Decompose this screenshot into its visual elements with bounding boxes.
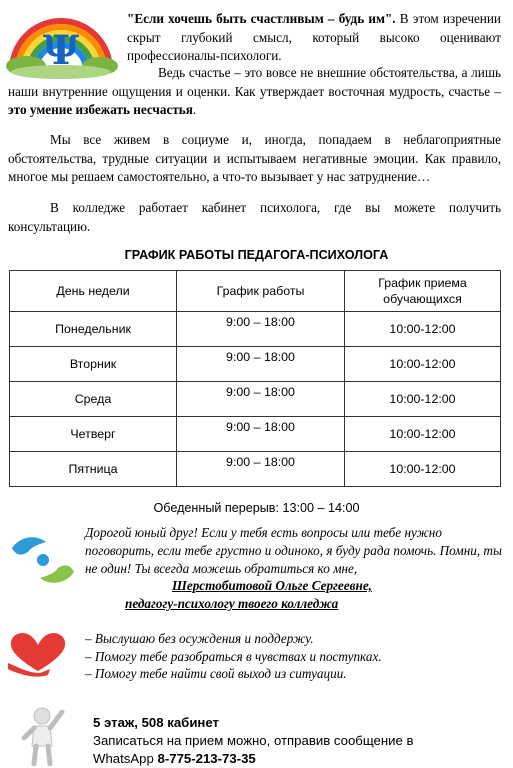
work-hours: 9:00 – 18:00 bbox=[226, 420, 295, 434]
work-hours: 9:00 – 18:00 bbox=[226, 315, 295, 329]
cell-reception: 10:00-12:00 bbox=[345, 312, 501, 347]
schedule-table bbox=[9, 270, 501, 487]
p2-bold-text: это умение избежать несчастья bbox=[8, 102, 193, 118]
cell-day: Пятница bbox=[10, 452, 177, 487]
cell-day: Вторник bbox=[10, 347, 177, 382]
cell-work bbox=[177, 382, 345, 417]
table-row bbox=[10, 382, 501, 417]
cell-work bbox=[177, 347, 345, 382]
intro-paragraph-2 bbox=[8, 64, 501, 120]
caring-hands-icon bbox=[6, 530, 80, 590]
phone-number: 8-775-213-73-35 bbox=[157, 750, 256, 766]
header-day: День недели bbox=[10, 271, 177, 312]
promises-list bbox=[85, 630, 382, 683]
header-reception-label: График приема обучающихся bbox=[378, 276, 467, 306]
table-row bbox=[10, 347, 501, 382]
svg-text:Ψ: Ψ bbox=[42, 27, 80, 74]
intro-paragraph-1 bbox=[127, 10, 501, 66]
psychologist-name: Шерстобитовой Ольге Сергеевне, bbox=[172, 578, 372, 593]
work-hours: 9:00 – 18:00 bbox=[226, 350, 295, 364]
intro-paragraph-4: В колледже работает кабинет психолога, где вы можете получить консультацию. bbox=[8, 200, 501, 234]
whatsapp-label: WhatsApp bbox=[93, 750, 158, 766]
cell-reception: 10:00-12:00 bbox=[345, 347, 501, 382]
cell-work bbox=[177, 417, 345, 452]
psychologist-role: педагогу-психологу твоего колледжа bbox=[125, 596, 339, 611]
cell-work bbox=[177, 452, 345, 487]
cell-reception: 10:00-12:00 bbox=[345, 382, 501, 417]
p2-text: Ведь счастье – это вовсе не внешние обстоятельства, а лишь наши внутренние ощущения и оценки. Как утверждает восточная мудрость, счастье – bbox=[8, 65, 501, 99]
intro-paragraph-3: Мы все живем в социуме и, иногда, попадаем в неблагоприятные обстоятельства, трудные ситуации и испытываем негативные эмоции. Как правило, многое мы решаем самостоятельно, а что-то вызывает у нас затруднение… bbox=[8, 132, 501, 185]
cell-reception: 10:00-12:00 bbox=[345, 417, 501, 452]
cell-day: Четверг bbox=[10, 417, 177, 452]
lunch-break: Обеденный перерыв: 13:00 – 14:00 bbox=[153, 501, 360, 515]
heart-hand-icon bbox=[4, 627, 72, 679]
intro-quote-tail: В этом изречении скрыт глубокий смысл, который высоко оценивают профессионалы-психологи. bbox=[127, 11, 501, 64]
work-hours: 9:00 – 18:00 bbox=[226, 455, 295, 469]
cell-work bbox=[177, 312, 345, 347]
table-row bbox=[10, 312, 501, 347]
cell-day: Среда bbox=[10, 382, 177, 417]
person-figure-icon bbox=[16, 706, 66, 766]
cell-day: Понедельник bbox=[10, 312, 177, 347]
intro-quote: "Если хочешь быть счастливым – будь им". bbox=[127, 11, 396, 26]
header-work: График работы bbox=[177, 271, 345, 312]
support-message: Дорогой юный друг! Если у тебя есть вопросы или тебе нужно поговорить, если тебе грустно и одиноко, я буду рада помочь. Помни, ты не один! Ты всегда можешь обратиться ко мне, bbox=[85, 525, 502, 576]
cell-reception: 10:00-12:00 bbox=[345, 452, 501, 487]
p2-end: . bbox=[192, 102, 197, 118]
list-item: – Выслушаю без осуждения и поддержу. bbox=[85, 631, 314, 646]
header-reception bbox=[345, 271, 501, 312]
list-item: – Помогу тебе разобраться в чувствах и поступках. bbox=[85, 648, 382, 664]
table-row bbox=[10, 452, 501, 487]
contact-block bbox=[93, 714, 414, 767]
contact-instructions: Записаться на прием можно, отправив сообщение в bbox=[93, 732, 414, 748]
table-header-row bbox=[10, 271, 501, 312]
list-item: – Помогу тебе найти свой выход из ситуации. bbox=[85, 666, 347, 682]
table-row bbox=[10, 417, 501, 452]
whatsapp-line bbox=[93, 750, 414, 768]
work-hours: 9:00 – 18:00 bbox=[226, 385, 295, 399]
schedule-title: ГРАФИК РАБОТЫ ПЕДАГОГА-ПСИХОЛОГА bbox=[124, 248, 389, 262]
room-info: 5 этаж, 508 кабинет bbox=[93, 715, 220, 730]
